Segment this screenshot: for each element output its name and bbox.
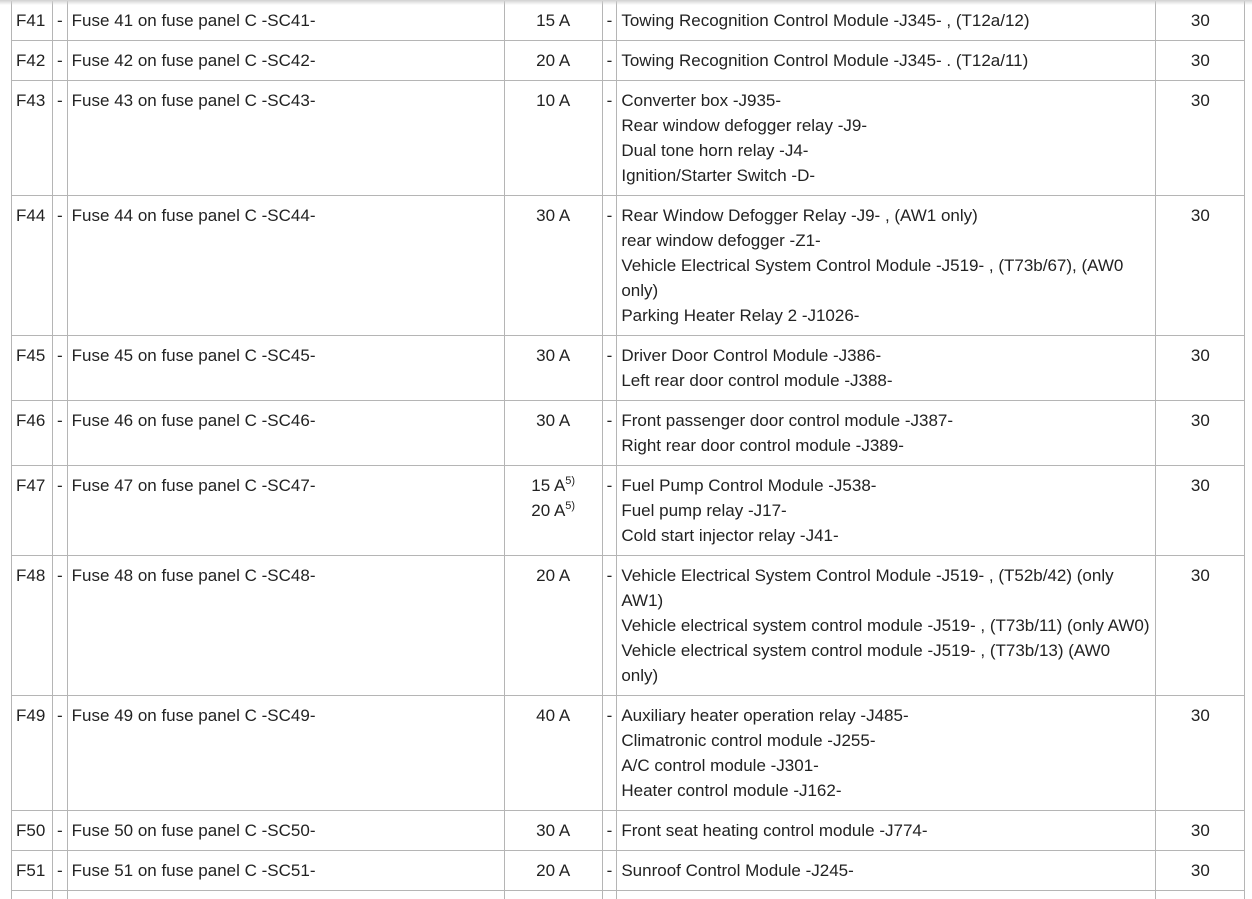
separator-dash: - (602, 811, 617, 851)
empty-cell (504, 891, 602, 899)
fuse-row (12, 696, 1245, 811)
component-line: Rear Window Defogger Relay -J9- , (AW1 only) (621, 203, 1151, 228)
fuse-row (12, 196, 1245, 336)
component-line: Vehicle electrical system control module -J519- , (T73b/11) (only AW0) (621, 613, 1151, 638)
empty-cell (1156, 891, 1245, 899)
fuse-rating (504, 851, 602, 891)
fuse-row (12, 466, 1245, 556)
rating-line (509, 563, 598, 588)
rating-line (509, 48, 598, 73)
component-line: Rear window defogger relay -J9- (621, 113, 1151, 138)
component-line: Sunroof Control Module -J245- (621, 858, 1151, 883)
separator-dash: - (602, 466, 617, 556)
fuse-row (12, 1, 1245, 41)
fuse-description: Fuse 47 on fuse panel C -SC47- (67, 466, 504, 556)
component-line: Fuel pump relay -J17- (621, 498, 1151, 523)
fuse-rating (504, 466, 602, 556)
terminal: 30 (1156, 466, 1245, 556)
terminal: 30 (1156, 81, 1245, 196)
rating-value: 30 A (536, 821, 570, 840)
separator-dash: - (602, 401, 617, 466)
rating-line (509, 703, 598, 728)
fuse-number: F41 (12, 1, 53, 41)
fuse-rating (504, 1, 602, 41)
fuse-rating (504, 81, 602, 196)
rating-line (509, 343, 598, 368)
rating-line (509, 408, 598, 433)
component-line: A/C control module -J301- (621, 753, 1151, 778)
fuse-rating (504, 336, 602, 401)
fuse-row (12, 401, 1245, 466)
fuse-number: F43 (12, 81, 53, 196)
component-line: Dual tone horn relay -J4- (621, 138, 1151, 163)
rating-value: 15 A (531, 476, 565, 495)
fuse-description: Fuse 44 on fuse panel C -SC44- (67, 196, 504, 336)
terminal: 30 (1156, 336, 1245, 401)
terminal: 30 (1156, 41, 1245, 81)
fuse-rating (504, 401, 602, 466)
rating-line (509, 498, 598, 523)
fuse-rating (504, 811, 602, 851)
fuse-components (617, 41, 1156, 81)
component-line: Vehicle electrical system control module -J519- , (T73b/13) (AW0 only) (621, 638, 1151, 688)
fuse-number: F46 (12, 401, 53, 466)
component-line: Cold start injector relay -J41- (621, 523, 1151, 548)
fuse-row (12, 556, 1245, 696)
component-line: Heater control module -J162- (621, 778, 1151, 803)
fuse-description: Fuse 41 on fuse panel C -SC41- (67, 1, 504, 41)
fuse-components (617, 196, 1156, 336)
fuse-components (617, 81, 1156, 196)
rating-value: 20 A (536, 51, 570, 70)
terminal: 30 (1156, 811, 1245, 851)
fuse-description: Fuse 45 on fuse panel C -SC45- (67, 336, 504, 401)
rating-value: 30 A (536, 346, 570, 365)
terminal: 30 (1156, 696, 1245, 811)
empty-cell (617, 891, 1156, 899)
fuse-row (12, 851, 1245, 891)
component-line: Climatronic control module -J255- (621, 728, 1151, 753)
rating-value: 15 A (536, 11, 570, 30)
fuse-number: F49 (12, 696, 53, 811)
rating-line (509, 203, 598, 228)
component-line: Left rear door control module -J388- (621, 368, 1151, 393)
fuse-number: F51 (12, 851, 53, 891)
separator-dash: - (602, 336, 617, 401)
fuse-row (12, 811, 1245, 851)
fuse-rating (504, 41, 602, 81)
separator-dash: - (53, 811, 68, 851)
fuse-number: F44 (12, 196, 53, 336)
fuse-row (12, 41, 1245, 81)
rating-value: 10 A (536, 91, 570, 110)
rating-line (509, 473, 598, 498)
separator-dash: - (53, 556, 68, 696)
component-line: rear window defogger -Z1- (621, 228, 1151, 253)
terminal: 30 (1156, 1, 1245, 41)
top-shadow (0, 0, 1252, 5)
fuse-components (617, 336, 1156, 401)
separator-dash: - (602, 851, 617, 891)
empty-cell (67, 891, 504, 899)
component-line: Towing Recognition Control Module -J345- , (T12a/12) (621, 8, 1151, 33)
component-line: Ignition/Starter Switch -D- (621, 163, 1151, 188)
component-line: Front passenger door control module -J387- (621, 408, 1151, 433)
rating-value: 20 A (531, 501, 565, 520)
rating-line (509, 818, 598, 843)
fuse-components (617, 556, 1156, 696)
fuse-description: Fuse 48 on fuse panel C -SC48- (67, 556, 504, 696)
separator-dash: - (602, 81, 617, 196)
separator-dash: - (53, 196, 68, 336)
component-line: Auxiliary heater operation relay -J485- (621, 703, 1151, 728)
separator-dash: - (53, 81, 68, 196)
fuse-number: F47 (12, 466, 53, 556)
terminal: 30 (1156, 196, 1245, 336)
separator-dash: - (53, 336, 68, 401)
rating-value: 20 A (536, 861, 570, 880)
separator-dash: - (53, 696, 68, 811)
fuse-number: F50 (12, 811, 53, 851)
component-line: Fuel Pump Control Module -J538- (621, 473, 1151, 498)
component-line: Front seat heating control module -J774- (621, 818, 1151, 843)
separator-dash: - (602, 556, 617, 696)
fuse-number: F42 (12, 41, 53, 81)
fuse-components (617, 696, 1156, 811)
terminal: 30 (1156, 401, 1245, 466)
rating-line (509, 88, 598, 113)
terminal: 30 (1156, 556, 1245, 696)
separator-dash: - (602, 196, 617, 336)
fuse-description: Fuse 46 on fuse panel C -SC46- (67, 401, 504, 466)
fuse-rating (504, 556, 602, 696)
rating-line (509, 858, 598, 883)
rating-line (509, 8, 598, 33)
fuse-row (12, 81, 1245, 196)
fuse-components (617, 811, 1156, 851)
fuse-components (617, 851, 1156, 891)
empty-cell (12, 891, 53, 899)
fuse-number: F45 (12, 336, 53, 401)
fuse-rating (504, 196, 602, 336)
fuse-description: Fuse 42 on fuse panel C -SC42- (67, 41, 504, 81)
terminal: 30 (1156, 851, 1245, 891)
separator-dash: - (602, 696, 617, 811)
fuse-row (12, 336, 1245, 401)
separator-dash: - (602, 1, 617, 41)
component-line: Vehicle Electrical System Control Module -J519- , (T52b/42) (only AW1) (621, 563, 1151, 613)
separator-dash: - (53, 1, 68, 41)
separator-dash: - (53, 401, 68, 466)
footnote-marker: 5) (565, 475, 575, 487)
separator-dash: - (602, 41, 617, 81)
separator-dash: - (53, 851, 68, 891)
separator-dash: - (53, 466, 68, 556)
separator-dash: - (53, 41, 68, 81)
component-line: Parking Heater Relay 2 -J1026- (621, 303, 1151, 328)
fuse-description: Fuse 43 on fuse panel C -SC43- (67, 81, 504, 196)
footnote-marker: 5) (565, 500, 575, 512)
rating-value: 40 A (536, 706, 570, 725)
fuse-components (617, 466, 1156, 556)
fuse-components (617, 1, 1156, 41)
table-row-partial (12, 891, 1245, 899)
empty-cell (602, 891, 617, 899)
rating-value: 30 A (536, 206, 570, 225)
fuse-rating (504, 696, 602, 811)
empty-cell (53, 891, 68, 899)
component-line: Converter box -J935- (621, 88, 1151, 113)
component-line: Right rear door control module -J389- (621, 433, 1151, 458)
component-line: Towing Recognition Control Module -J345- . (T12a/11) (621, 48, 1151, 73)
fuse-components (617, 401, 1156, 466)
fuse-table-body (12, 1, 1245, 899)
fuse-number: F48 (12, 556, 53, 696)
rating-value: 30 A (536, 411, 570, 430)
component-line: Vehicle Electrical System Control Module -J519- , (T73b/67), (AW0 only) (621, 253, 1151, 303)
fuse-description: Fuse 49 on fuse panel C -SC49- (67, 696, 504, 811)
fuse-description: Fuse 50 on fuse panel C -SC50- (67, 811, 504, 851)
component-line: Driver Door Control Module -J386- (621, 343, 1151, 368)
fuse-description: Fuse 51 on fuse panel C -SC51- (67, 851, 504, 891)
rating-value: 20 A (536, 566, 570, 585)
fuse-table (11, 1, 1245, 899)
